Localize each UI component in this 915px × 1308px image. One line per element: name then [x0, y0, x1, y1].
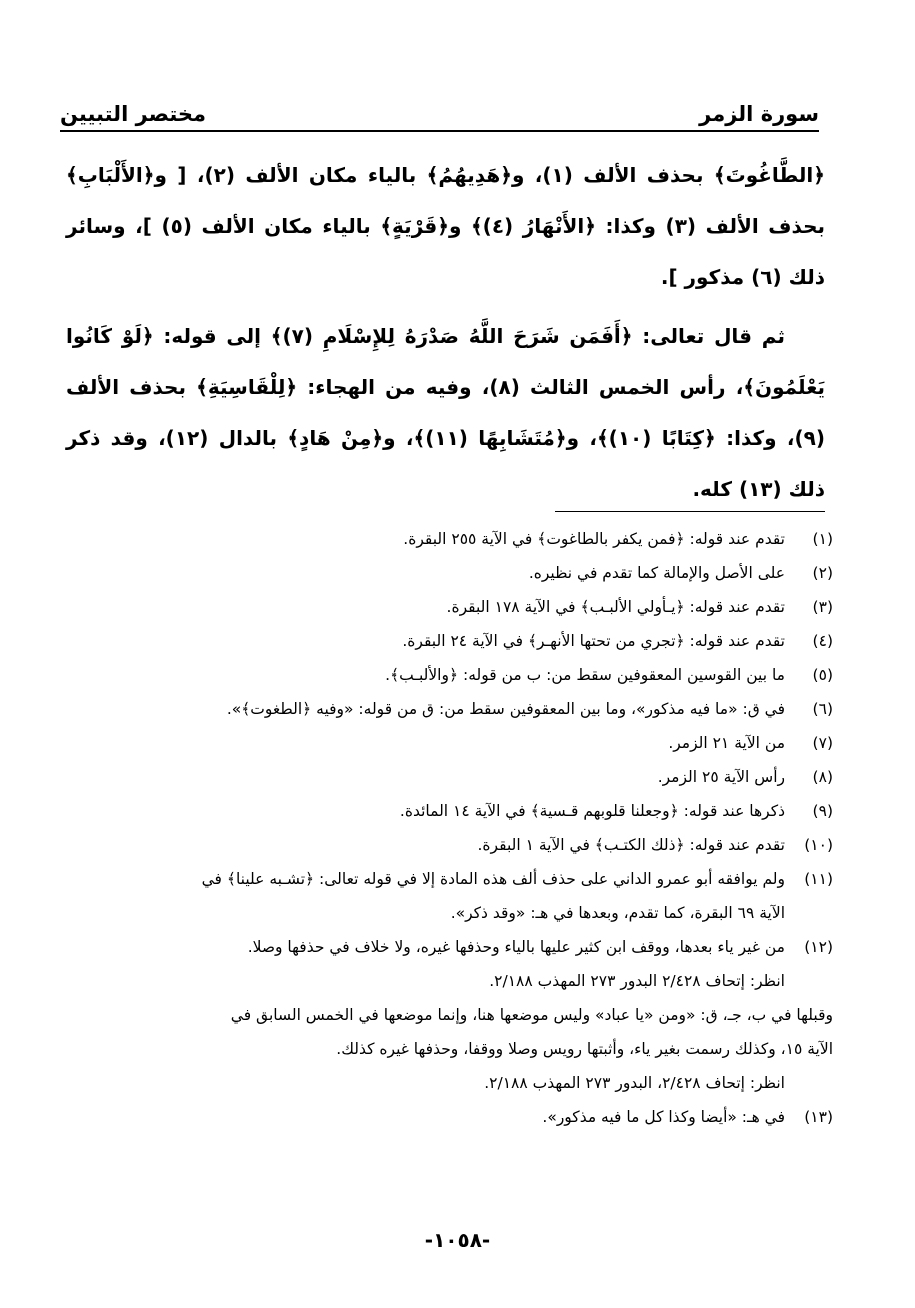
footnote-text: في ق: «ما فيه مذكور»، وما بين المعقوفين سقط من: ق من قوله: «وفيه ﴿الطغوت﴾». [226, 700, 785, 718]
book-title: مختصر التبيين [60, 102, 207, 126]
footnote-8 [66, 760, 833, 794]
header-divider [60, 130, 819, 132]
footnote-text: من الآية ٢١ الزمر. [668, 734, 785, 752]
footnote-11 [66, 862, 833, 930]
footnote-13 [66, 1100, 833, 1134]
footnote-1 [66, 522, 833, 556]
footnote-text: تقدم عند قوله: ﴿تجري من تحتها الأنهـر﴾ في الآية ٢٤ البقرة. [402, 632, 785, 650]
page-header [60, 90, 819, 126]
footnote-2 [66, 556, 833, 590]
main-text [66, 150, 825, 523]
footnote-text: تقدم عند قوله: ﴿ذلك الكتـب﴾ في الآية ١ البقرة. [477, 836, 785, 854]
footnote-12-extra-line-3: انظر: إتحاف ٢/٤٢٨، البدور ٢٧٣ المهذب ٢/١٨٨. [484, 1074, 785, 1092]
footnote-number: (٥) [812, 666, 833, 684]
footnote-text: ذكرها عند قوله: ﴿وجعلنا قلوبهم قـسية﴾ في الآية ١٤ المائدة. [399, 802, 785, 820]
footnote-text: من غير ياء بعدها، ووقف ابن كثير عليها بالياء وحذفها غيره، ولا خلاف في حذفها وصلا. [247, 938, 785, 956]
footnotes [66, 522, 833, 1134]
footnote-12-extra-line-1: وقبلها في ب، جـ، ق: «ومن «يا عباد» وليس موضعها هنا، وإنما موضعها في الخمس السابق في [230, 1006, 833, 1024]
footnote-5 [66, 658, 833, 692]
footnote-number: (١٠) [804, 836, 833, 854]
page-number: -١٠٥٨- [424, 1228, 491, 1252]
footnote-divider [555, 511, 825, 512]
footnote-number: (١١) [804, 870, 833, 888]
footnote-number: (٦) [812, 700, 833, 718]
footnote-10 [66, 828, 833, 862]
footnote-text-continued: الآية ٦٩ البقرة، كما تقدم، وبعدها في هـ: «وقد ذكر». [450, 904, 785, 922]
footnote-text: رأس الآية ٢٥ الزمر. [657, 768, 785, 786]
footnote-number: (٤) [812, 632, 833, 650]
footnote-text: تقدم عند قوله: ﴿فمن يكفر بالطاغوت﴾ في الآية ٢٥٥ البقرة. [403, 530, 785, 548]
footnote-reference: انظر: إتحاف ٢/٤٢٨ البدور ٢٧٣ المهذب ٢/١٨٨. [489, 972, 785, 990]
footnote-number: (٨) [812, 768, 833, 786]
footnote-text: ما بين القوسين المعقوفين سقط من: ب من قوله: ﴿والألبـب﴾. [385, 666, 785, 684]
footnote-7 [66, 726, 833, 760]
footnote-number: (٧) [812, 734, 833, 752]
footnote-number: (١٣) [804, 1108, 833, 1126]
footnote-text: ولم يوافقه أبو عمرو الداني على حذف ألف هذه المادة إلا في قوله تعالى: ﴿تشـبه علينا﴾ في [201, 870, 785, 888]
footnote-number: (٣) [812, 598, 833, 616]
footnote-number: (١٢) [804, 938, 833, 956]
footnote-number: (٩) [812, 802, 833, 820]
footnote-6 [66, 692, 833, 726]
footnote-4 [66, 624, 833, 658]
paragraph-2: ثم قال تعالى: ﴿أَفَمَن شَرَحَ اللَّهُ صَدْرَهُ لِلإِسْلَامِ (٧)﴾ إلى قوله: ﴿لَوْ كَانُوا يَعْلَمُونَ﴾، رأس الخمس الثالث (٨)، وفيه من الهجاء: ﴿لِلْقَاسِيَةِ﴾ بحذف الألف (٩)، وكذا: ﴿كِتَابًا (١٠)﴾، و﴿مُتَشَابِهًا (١١)﴾، و﴿مِنْ هَادٍ﴾ بالدال (١٢)، وقد ذكر ذلك (١٣) كله. [66, 324, 825, 501]
footnote-9 [66, 794, 833, 828]
footnote-3 [66, 590, 833, 624]
footnote-number: (١) [812, 530, 833, 548]
footnote-text: في هـ: «أيضا وكذا كل ما فيه مذكور». [542, 1108, 785, 1126]
surah-title: سورة الزمر [699, 102, 819, 126]
paragraph-1: ﴿الطَّاغُوتَ﴾ بحذف الألف (١)، و﴿هَدِيهُمُ﴾ بالياء مكان الألف (٢)، [ و﴿الأَلْبَابِ﴾ بحذف الألف (٣) وكذا: ﴿الأَنْهَارُ (٤)﴾ و﴿قَرْيَةٍ﴾ بالياء مكان الألف (٥) ]، وسائر ذلك (٦) مذكور ]. [66, 163, 825, 289]
footnote-text: على الأصل والإمالة كما تقدم في نظيره. [528, 564, 785, 582]
footnote-12-extra-line-2: الآية ١٥، وكذلك رسمت بغير ياء، وأثبتها رويس وصلا ووقفا، وحذفها غيره كذلك. [336, 1040, 833, 1058]
footnote-text: تقدم عند قوله: ﴿يـأولي الألبـب﴾ في الآية ١٧٨ البقرة. [446, 598, 785, 616]
footnote-12 [66, 930, 833, 998]
footnote-number: (٢) [812, 564, 833, 582]
